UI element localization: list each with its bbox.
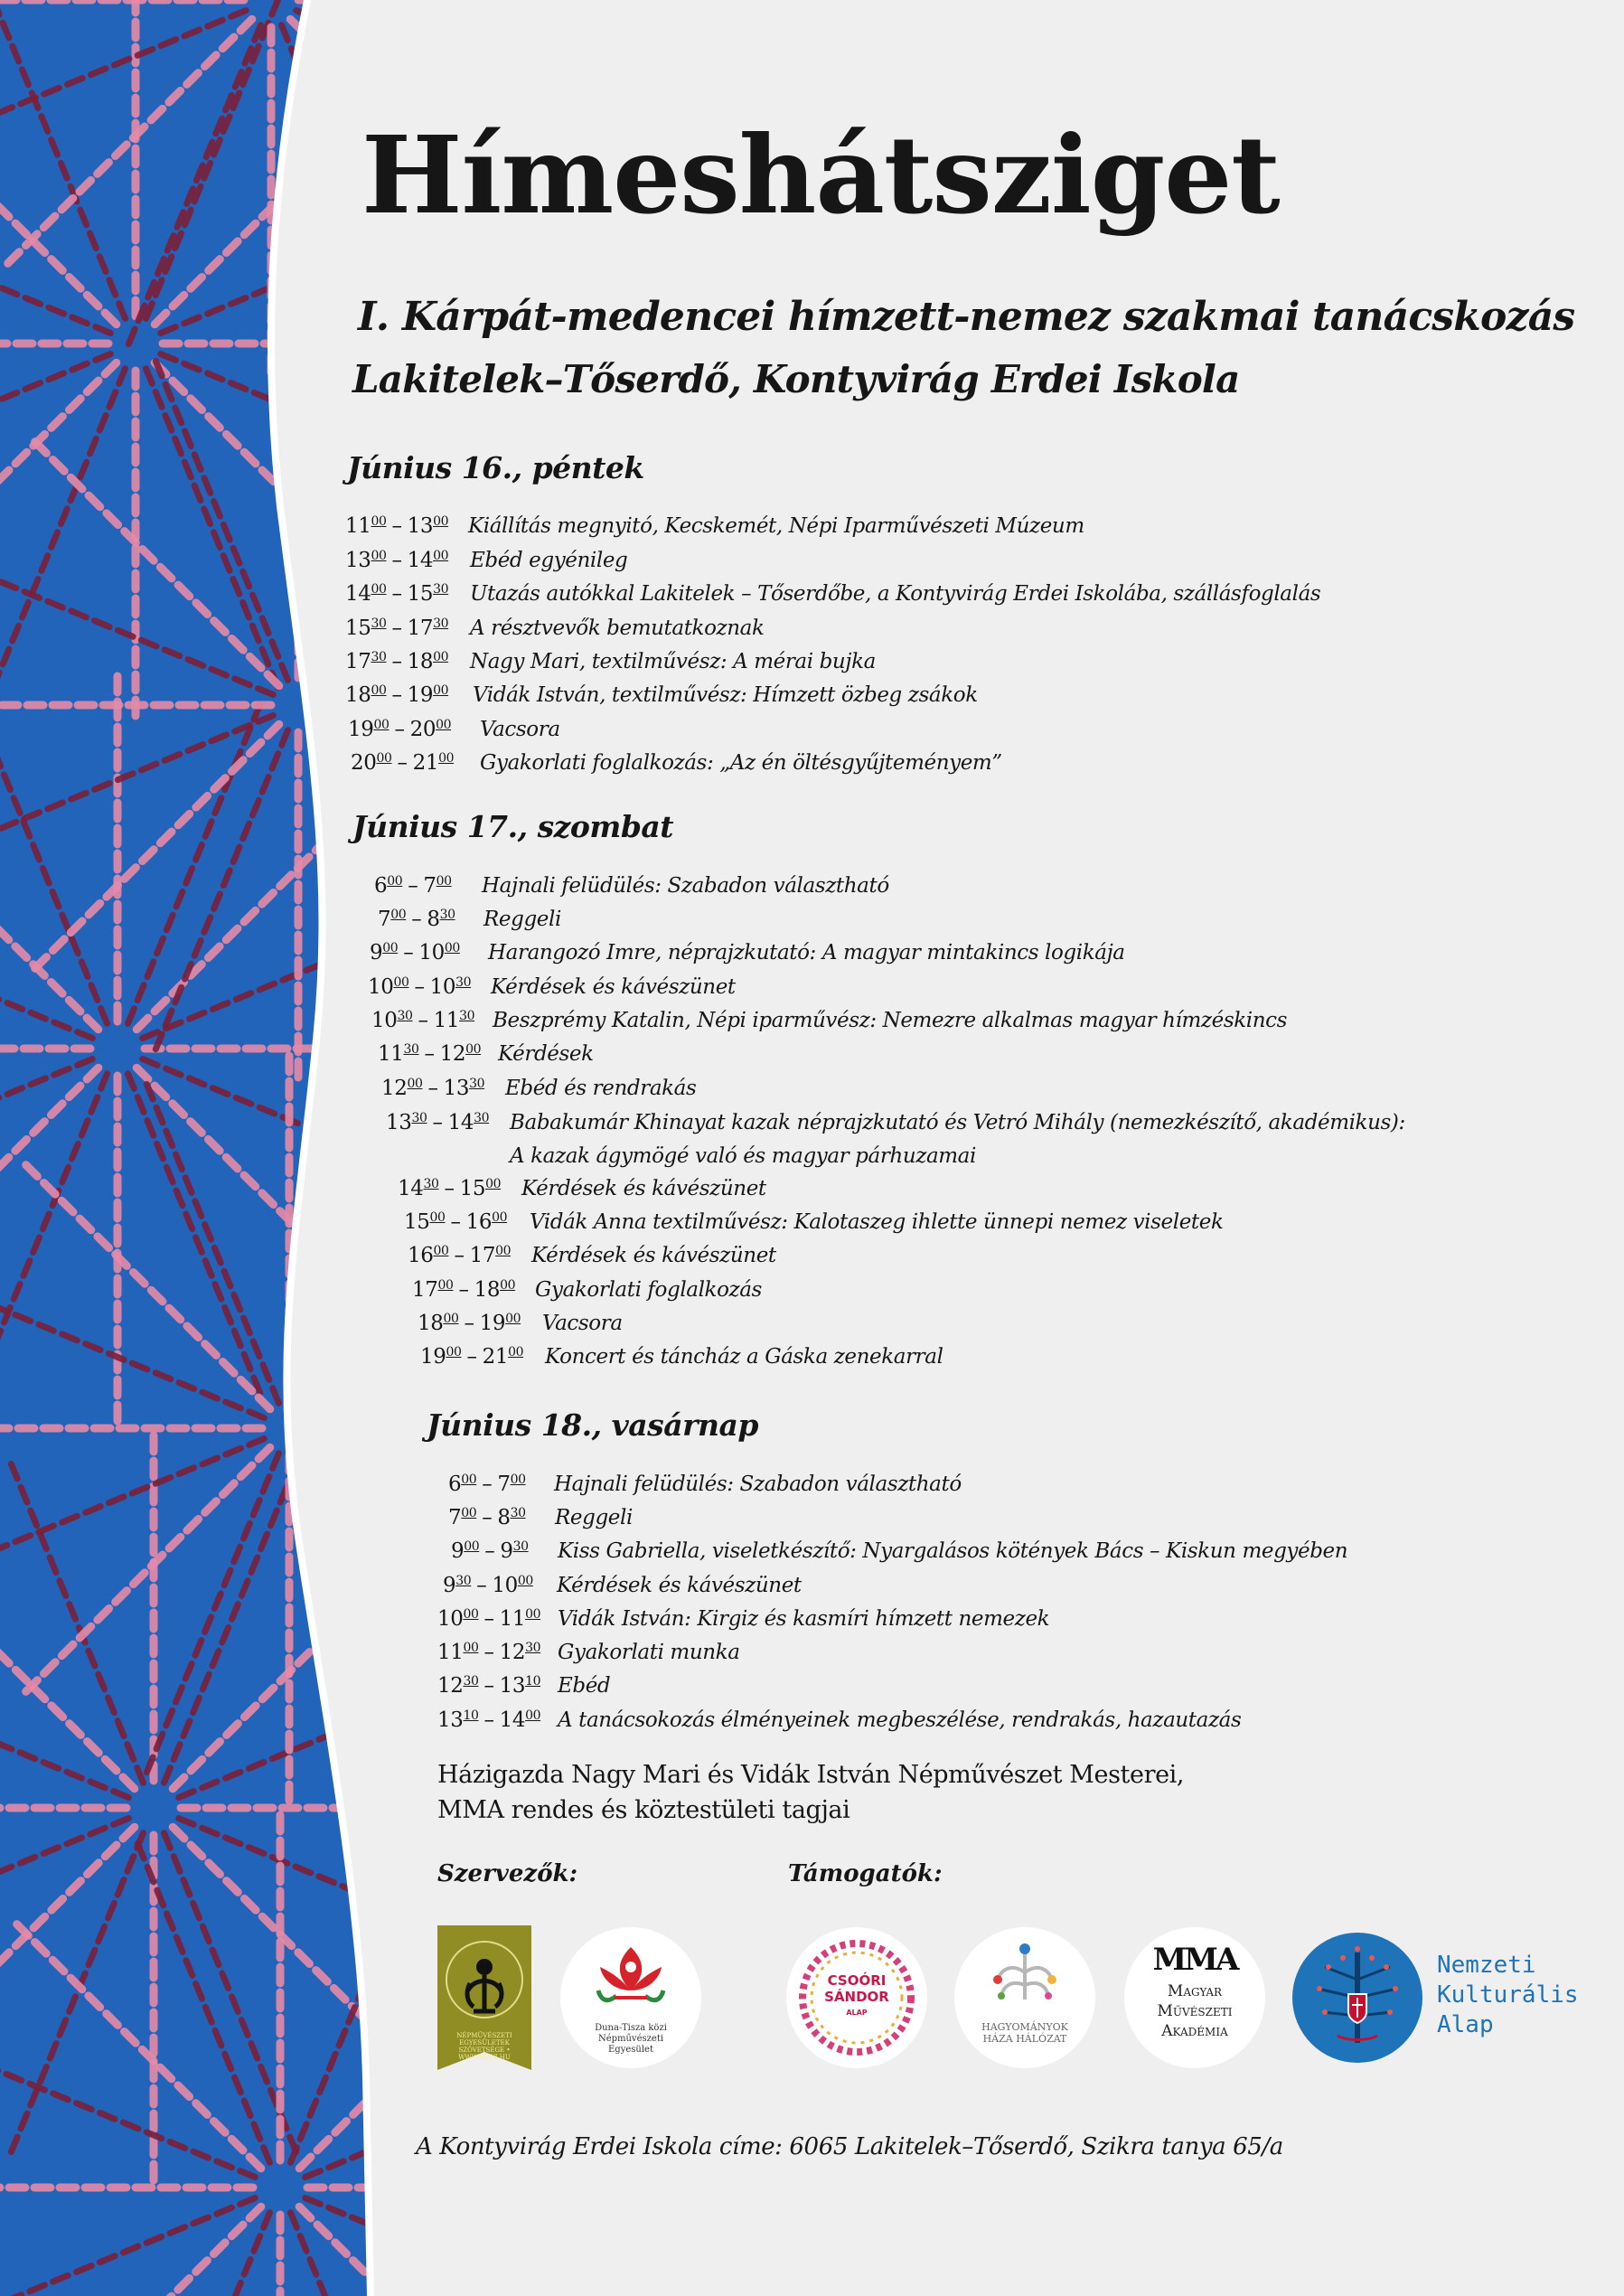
time-range bbox=[374, 871, 452, 900]
session-description: Kiss Gabriella, viseletkészítő: Nyargalásos kötények Bács – Kiskun megyében bbox=[558, 1539, 1348, 1563]
schedule-row bbox=[348, 715, 560, 744]
time-separator: – bbox=[427, 1077, 438, 1100]
session-description: Gyakorlati foglalkozás: „Az én öltésgyűjteményem” bbox=[480, 751, 1002, 775]
event-location: Lakitelek–Tőserdő, Kontyvirág Erdei Iskola bbox=[352, 357, 1240, 401]
time-range bbox=[420, 1342, 523, 1371]
time-separator: – bbox=[483, 1641, 494, 1664]
start-hour: 17 bbox=[345, 650, 371, 673]
session-description: Ebéd és rendrakás bbox=[505, 1077, 697, 1100]
end-hour: 10 bbox=[429, 975, 456, 999]
schedule-row bbox=[437, 1604, 1050, 1633]
start-minute: 00 bbox=[387, 874, 403, 889]
time-separator: – bbox=[391, 514, 402, 538]
csoori-line-1: CSOÓRI bbox=[827, 1972, 887, 1989]
schedule-row bbox=[345, 614, 765, 643]
end-hour: 10 bbox=[418, 941, 445, 965]
schedule-row bbox=[345, 512, 1084, 541]
time-separator: – bbox=[391, 683, 402, 707]
mma-abbr: MMA bbox=[1152, 1942, 1237, 1978]
session-description-continued: A kazak ágymögé való és magyar párhuzamai bbox=[510, 1144, 976, 1168]
schedule-row bbox=[412, 1275, 762, 1304]
time-range bbox=[345, 614, 448, 643]
time-separator: – bbox=[418, 1009, 428, 1032]
start-minute: 30 bbox=[371, 616, 387, 631]
day-title: Június 17., szombat bbox=[352, 809, 674, 844]
end-minute: 00 bbox=[465, 1042, 482, 1057]
start-hour: 13 bbox=[386, 1111, 412, 1134]
end-hour: 7 bbox=[423, 874, 437, 898]
hagyomanyok-haza-logo bbox=[954, 1927, 1095, 2068]
start-minute: 30 bbox=[403, 1042, 419, 1057]
start-minute: 00 bbox=[376, 751, 392, 766]
end-hour: 12 bbox=[499, 1641, 526, 1664]
time-range bbox=[448, 1503, 526, 1532]
start-minute: 00 bbox=[382, 941, 399, 955]
start-minute: 00 bbox=[373, 718, 390, 732]
session-description: Gyakorlati foglalkozás bbox=[535, 1278, 762, 1302]
end-minute: 10 bbox=[525, 1674, 541, 1689]
start-minute: 10 bbox=[463, 1708, 479, 1723]
end-hour: 21 bbox=[482, 1345, 509, 1369]
start-hour: 14 bbox=[398, 1177, 424, 1200]
session-description: Nagy Mari, textilművész: A mérai bujka bbox=[470, 650, 876, 673]
time-range bbox=[368, 973, 471, 1002]
time-separator: – bbox=[444, 1177, 455, 1200]
end-minute: 30 bbox=[455, 975, 472, 990]
start-hour: 11 bbox=[437, 1641, 464, 1664]
start-hour: 10 bbox=[371, 1009, 398, 1032]
end-hour: 8 bbox=[497, 1506, 511, 1529]
session-description: Kiállítás megnyitó, Kecskemét, Népi Iparművészeti Múzeum bbox=[468, 514, 1084, 538]
start-hour: 18 bbox=[418, 1312, 444, 1335]
schedule-row bbox=[374, 871, 889, 900]
session-description: Kérdések bbox=[498, 1042, 594, 1066]
csoori-line-2: SÁNDOR bbox=[824, 1989, 889, 2005]
end-minute: 30 bbox=[510, 1506, 526, 1520]
start-minute: 00 bbox=[464, 1539, 480, 1554]
time-range bbox=[345, 647, 448, 676]
time-range bbox=[398, 1174, 501, 1203]
time-range bbox=[437, 1671, 540, 1700]
schedule-row bbox=[345, 647, 876, 676]
time-range bbox=[345, 579, 448, 608]
end-hour: 11 bbox=[433, 1009, 460, 1032]
time-separator: – bbox=[483, 1708, 494, 1732]
end-minute: 00 bbox=[433, 683, 449, 698]
end-hour: 20 bbox=[409, 718, 437, 741]
start-hour: 11 bbox=[378, 1042, 404, 1066]
end-hour: 13 bbox=[443, 1077, 470, 1100]
start-minute: 00 bbox=[443, 1312, 459, 1326]
time-range bbox=[381, 1074, 484, 1103]
start-hour: 19 bbox=[348, 718, 374, 741]
end-hour: 18 bbox=[474, 1278, 501, 1302]
time-separator: – bbox=[458, 1278, 469, 1302]
mma-logo bbox=[1124, 1927, 1265, 2068]
start-hour: 13 bbox=[437, 1708, 464, 1732]
schedule-row bbox=[420, 1342, 943, 1371]
end-minute: 30 bbox=[439, 908, 455, 922]
organizers-label: Szervezők: bbox=[437, 1860, 578, 1887]
nka-emblem bbox=[1292, 1925, 1428, 2070]
end-hour: 21 bbox=[412, 751, 439, 775]
schedule-row bbox=[404, 1208, 1224, 1237]
start-hour: 6 bbox=[448, 1473, 462, 1496]
time-separator: – bbox=[403, 941, 414, 965]
hagyomanyok-text: HAGYOMÁNYOK HÁZA HÁLÓZAT bbox=[981, 2021, 1068, 2045]
end-minute: 00 bbox=[433, 549, 449, 563]
end-minute: 00 bbox=[436, 874, 452, 889]
schedule-row bbox=[451, 1537, 1348, 1566]
host-note bbox=[437, 1757, 1184, 1828]
event-subtitle: I. Kárpát-medencei hímzett-nemez szakmai tanácskozás bbox=[358, 294, 1575, 340]
session-description: Kérdések és kávészünet bbox=[491, 975, 736, 999]
end-minute: 00 bbox=[444, 941, 460, 955]
schedule-row bbox=[418, 1309, 623, 1338]
end-minute: 00 bbox=[500, 1278, 516, 1293]
start-minute: 00 bbox=[461, 1506, 477, 1520]
session-description: Ebéd bbox=[558, 1674, 611, 1698]
start-minute: 30 bbox=[423, 1177, 439, 1191]
schedule-row bbox=[345, 681, 978, 710]
time-range bbox=[378, 905, 455, 934]
end-hour: 19 bbox=[479, 1312, 506, 1335]
time-range bbox=[378, 1040, 481, 1068]
time-separator: – bbox=[411, 908, 422, 931]
end-minute: 00 bbox=[438, 751, 455, 766]
start-minute: 00 bbox=[371, 549, 387, 563]
nka-line-1: Nemzeti bbox=[1437, 1952, 1536, 1979]
start-minute: 00 bbox=[371, 582, 387, 597]
schedule-row bbox=[378, 1040, 594, 1068]
schedule-row bbox=[345, 579, 1321, 608]
start-minute: 00 bbox=[463, 1641, 479, 1655]
end-hour: 9 bbox=[500, 1539, 513, 1563]
mma-line-1: Magyar bbox=[1167, 1982, 1223, 2000]
session-description: Kérdések és kávészünet bbox=[531, 1244, 776, 1267]
duna-tisza-text: Duna-Tisza közi Népművészeti Egyesület bbox=[595, 2023, 667, 2055]
end-minute: 30 bbox=[512, 1539, 529, 1554]
end-minute: 00 bbox=[495, 1244, 512, 1258]
time-range bbox=[437, 1706, 540, 1735]
schedule-row bbox=[398, 1174, 766, 1203]
session-description: Hajnali felüdülés: Szabadon választható bbox=[554, 1473, 962, 1496]
end-minute: 30 bbox=[459, 1009, 475, 1023]
time-range bbox=[345, 512, 448, 541]
schedule-row bbox=[351, 748, 1002, 777]
school-address: A Kontyvirág Erdei Iskola címe: 6065 Lakitelek–Tőserdő, Szikra tanya 65/a bbox=[416, 2133, 1283, 2160]
schedule-row bbox=[345, 546, 628, 575]
time-range bbox=[370, 938, 460, 967]
session-description: Gyakorlati munka bbox=[558, 1641, 740, 1664]
schedule-row bbox=[448, 1503, 633, 1532]
time-separator: – bbox=[414, 975, 425, 999]
nesz-logo bbox=[437, 1925, 531, 2070]
mma-line-3: Akadémia bbox=[1161, 2022, 1228, 2040]
start-hour: 20 bbox=[351, 751, 377, 775]
end-minute: 00 bbox=[433, 514, 449, 529]
start-hour: 12 bbox=[381, 1077, 408, 1100]
session-description: Kérdések és kávészünet bbox=[521, 1177, 766, 1200]
end-minute: 00 bbox=[508, 1345, 524, 1360]
time-separator: – bbox=[483, 1674, 494, 1698]
end-hour: 14 bbox=[407, 549, 434, 572]
start-hour: 10 bbox=[368, 975, 394, 999]
time-range bbox=[348, 715, 451, 744]
end-minute: 00 bbox=[525, 1607, 541, 1622]
session-description: A tanácsokozás élményeinek megbeszélése, rendrakás, hazautazás bbox=[558, 1708, 1242, 1732]
session-description: Beszprémy Katalin, Népi iparművész: Nemezre alkalmas magyar hímzéskincs bbox=[493, 1009, 1288, 1032]
time-separator: – bbox=[424, 1042, 435, 1066]
start-hour: 19 bbox=[420, 1345, 446, 1369]
csoori-sandor-alap-logo bbox=[786, 1927, 927, 2068]
start-hour: 17 bbox=[412, 1278, 438, 1302]
end-minute: 00 bbox=[510, 1473, 526, 1487]
time-separator: – bbox=[408, 874, 418, 898]
start-minute: 00 bbox=[461, 1473, 477, 1487]
schedule-row bbox=[386, 1108, 1405, 1137]
nka-line-3: Alap bbox=[1437, 2011, 1494, 2038]
end-hour: 13 bbox=[499, 1674, 526, 1698]
session-description: Babakumár Khinayat kazak néprajzkutató és Vetró Mihály (nemezkészítő, akadémikus): bbox=[510, 1111, 1405, 1134]
start-hour: 9 bbox=[451, 1539, 465, 1563]
start-minute: 00 bbox=[429, 1210, 446, 1225]
end-minute: 00 bbox=[433, 650, 449, 664]
end-minute: 00 bbox=[485, 1177, 502, 1191]
end-minute: 30 bbox=[469, 1077, 485, 1091]
end-minute: 00 bbox=[436, 718, 452, 732]
time-range bbox=[412, 1275, 515, 1304]
end-hour: 18 bbox=[407, 650, 434, 673]
start-minute: 30 bbox=[411, 1111, 427, 1125]
time-range bbox=[418, 1309, 521, 1338]
day-title: Június 18., vasárnap bbox=[427, 1407, 758, 1443]
supporters-label: Támogatók: bbox=[788, 1860, 943, 1887]
schedule-row bbox=[368, 973, 736, 1002]
time-range bbox=[386, 1108, 489, 1137]
time-separator: – bbox=[391, 616, 402, 640]
start-hour: 11 bbox=[345, 514, 371, 538]
time-range bbox=[408, 1241, 511, 1270]
time-range bbox=[437, 1604, 540, 1633]
end-hour: 15 bbox=[407, 582, 434, 606]
session-description: A résztvevők bemutatkoznak bbox=[470, 616, 765, 640]
session-description: Reggeli bbox=[555, 1506, 633, 1529]
time-range bbox=[437, 1638, 540, 1667]
mma-line-2: Művészeti bbox=[1157, 2002, 1233, 2020]
start-hour: 15 bbox=[345, 616, 371, 640]
schedule-row bbox=[370, 938, 1125, 967]
time-range bbox=[351, 748, 454, 777]
start-hour: 7 bbox=[378, 908, 391, 931]
end-minute: 00 bbox=[492, 1210, 508, 1225]
time-range bbox=[345, 546, 448, 575]
time-range bbox=[371, 1006, 474, 1035]
end-hour: 12 bbox=[439, 1042, 466, 1066]
start-minute: 30 bbox=[397, 1009, 413, 1023]
start-hour: 9 bbox=[443, 1574, 456, 1597]
time-separator: – bbox=[391, 582, 402, 606]
host-line-2: MMA rendes és köztestületi tagjai bbox=[437, 1796, 850, 1824]
csoori-line-3: ALAP bbox=[846, 2009, 868, 2017]
end-hour: 8 bbox=[427, 908, 440, 931]
time-separator: – bbox=[394, 718, 405, 741]
end-hour: 7 bbox=[497, 1473, 511, 1496]
time-separator: – bbox=[391, 650, 402, 673]
start-minute: 30 bbox=[371, 650, 387, 664]
schedule-row bbox=[381, 1074, 697, 1103]
session-description: Ebéd egyénileg bbox=[470, 549, 628, 572]
session-description: Vacsora bbox=[542, 1312, 623, 1335]
end-minute: 30 bbox=[433, 582, 449, 597]
time-separator: – bbox=[482, 1473, 493, 1496]
schedule-row bbox=[448, 1470, 962, 1499]
start-minute: 00 bbox=[393, 975, 409, 990]
schedule-row bbox=[437, 1706, 1242, 1735]
end-hour: 19 bbox=[407, 683, 434, 707]
end-hour: 14 bbox=[447, 1111, 474, 1134]
start-hour: 16 bbox=[408, 1244, 434, 1267]
time-range bbox=[443, 1571, 533, 1600]
start-hour: 13 bbox=[345, 549, 371, 572]
time-separator: – bbox=[391, 549, 402, 572]
start-minute: 00 bbox=[437, 1278, 454, 1293]
time-separator: – bbox=[482, 1506, 493, 1529]
start-minute: 00 bbox=[371, 514, 387, 529]
schedule-row bbox=[437, 1638, 740, 1667]
end-hour: 16 bbox=[465, 1210, 493, 1234]
end-minute: 00 bbox=[517, 1574, 533, 1588]
end-minute: 00 bbox=[505, 1312, 521, 1326]
end-hour: 15 bbox=[459, 1177, 486, 1200]
end-minute: 00 bbox=[525, 1708, 541, 1723]
nesz-logo-text: NÉPMŰVÉSZETI EGYESÜLETEK SZÖVETSÉGE • WWW.NESZ.HU bbox=[456, 2032, 512, 2061]
time-separator: – bbox=[476, 1574, 487, 1597]
schedule-row bbox=[437, 1671, 611, 1700]
start-minute: 00 bbox=[433, 1244, 449, 1258]
start-hour: 12 bbox=[437, 1674, 464, 1698]
duna-tisza-logo bbox=[560, 1927, 701, 2068]
start-hour: 18 bbox=[345, 683, 371, 707]
start-minute: 00 bbox=[390, 908, 407, 922]
time-range bbox=[451, 1537, 529, 1566]
start-minute: 30 bbox=[463, 1674, 479, 1689]
session-description: Vacsora bbox=[480, 718, 560, 741]
start-minute: 00 bbox=[407, 1077, 423, 1091]
schedule-row bbox=[378, 905, 561, 934]
session-description: Utazás autókkal Lakitelek – Tőserdőbe, a Kontyvirág Erdei Iskolába, szállásfoglalás bbox=[470, 582, 1321, 606]
end-hour: 10 bbox=[492, 1574, 518, 1597]
day-title: Június 16., péntek bbox=[347, 450, 644, 485]
session-description: Reggeli bbox=[483, 908, 561, 931]
schedule-row bbox=[443, 1571, 802, 1600]
session-description: Vidák István, textilművész: Hímzett özbeg zsákok bbox=[473, 683, 978, 707]
end-hour: 11 bbox=[499, 1607, 526, 1631]
time-separator: – bbox=[464, 1312, 474, 1335]
end-hour: 17 bbox=[407, 616, 434, 640]
session-description: Harangozó Imre, néprajzkutató: A magyar mintakincs logikája bbox=[488, 941, 1125, 965]
schedule-row bbox=[371, 1006, 1288, 1035]
start-hour: 6 bbox=[374, 874, 388, 898]
time-separator: – bbox=[450, 1210, 461, 1234]
start-hour: 10 bbox=[437, 1607, 464, 1631]
end-hour: 13 bbox=[407, 514, 434, 538]
nka-wordmark bbox=[1437, 1951, 1579, 2040]
time-range bbox=[448, 1470, 526, 1499]
nka-line-2: Kulturális bbox=[1437, 1981, 1579, 2009]
end-hour: 14 bbox=[499, 1708, 526, 1732]
time-separator: – bbox=[454, 1244, 465, 1267]
time-separator: – bbox=[466, 1345, 477, 1369]
end-minute: 30 bbox=[433, 616, 449, 631]
host-line-1: Házigazda Nagy Mari és Vidák István Népművészet Mesterei, bbox=[437, 1761, 1185, 1789]
start-hour: 15 bbox=[404, 1210, 430, 1234]
schedule-row bbox=[408, 1241, 776, 1270]
start-minute: 30 bbox=[455, 1574, 472, 1588]
end-hour: 17 bbox=[469, 1244, 496, 1267]
page-title: Hímeshátsziget bbox=[361, 112, 1280, 238]
time-separator: – bbox=[484, 1539, 495, 1563]
time-separator: – bbox=[432, 1111, 443, 1134]
session-description: Kérdések és kávészünet bbox=[557, 1574, 802, 1597]
start-hour: 9 bbox=[370, 941, 383, 965]
start-minute: 00 bbox=[446, 1345, 462, 1360]
time-range bbox=[345, 681, 448, 710]
time-separator: – bbox=[397, 751, 408, 775]
session-description: Vidák Anna textilművész: Kalotaszeg ihlette ünnepi nemez viseletek bbox=[530, 1210, 1224, 1234]
time-separator: – bbox=[483, 1607, 494, 1631]
session-description: Koncert és táncház a Gáska zenekarral bbox=[545, 1345, 943, 1369]
start-hour: 7 bbox=[448, 1506, 462, 1529]
session-description: Hajnali felüdülés: Szabadon választható bbox=[482, 874, 889, 898]
session-description: Vidák István: Kirgiz és kasmíri hímzett nemezek bbox=[558, 1607, 1050, 1631]
start-hour: 14 bbox=[345, 582, 371, 606]
end-minute: 30 bbox=[474, 1111, 490, 1125]
end-minute: 30 bbox=[525, 1641, 541, 1655]
time-range bbox=[404, 1208, 507, 1237]
start-minute: 00 bbox=[371, 683, 387, 698]
start-minute: 00 bbox=[463, 1607, 479, 1622]
